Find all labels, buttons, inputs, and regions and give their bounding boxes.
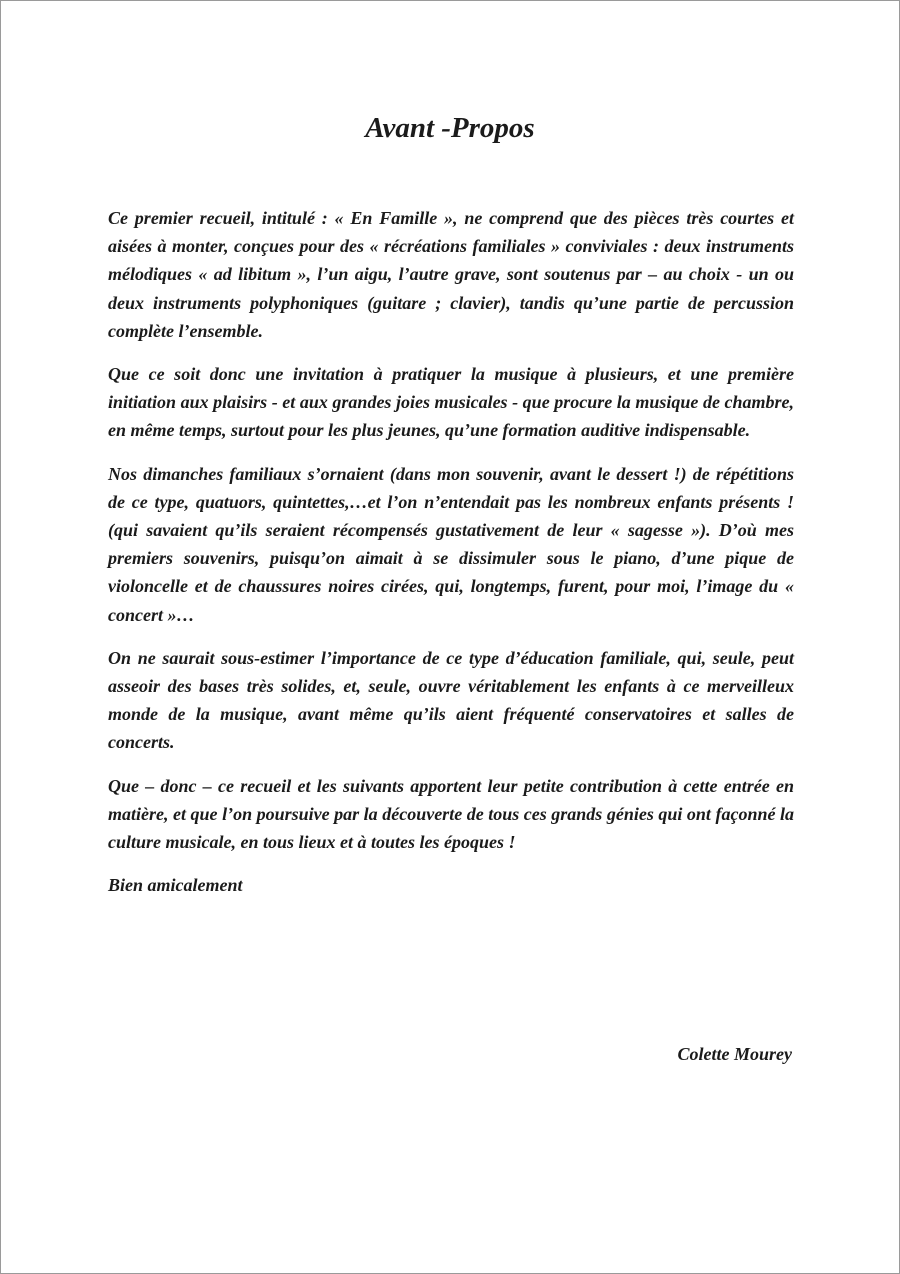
paragraph-memories: Nos dimanches familiaux s’ornaient (dans mon souvenir, avant le dessert !) de répétitions de ce type, quatuors, quintettes,…et l’on n’entendait pas les nombreux enfants présents ! (qui savaient qu’ils seraient récompensés gustativement de leur « sagesse »). D’où mes premiers souvenirs, puisqu’on aimait à se dissimuler sous le piano, d’une pique de violoncelle et de chaussures noires cirées, qui, longtemps, furent, pour moi, l’image du « concert »… [108, 463, 794, 625]
paragraph-education: On ne saurait sous-estimer l’importance de ce type d’éducation familiale, qui, seule, peut asseoir des bases très solides, et, seule, ouvre véritablement les enfants à ce merveilleux monde de la musique, avant même qu’ils aient fréquenté conservatoires et salles de concerts. [108, 647, 794, 753]
page-title: Avant -Propos [365, 112, 535, 144]
closing-line: Bien amicalement [108, 875, 243, 896]
document-body [108, 204, 794, 899]
author-signature: Colette Mourey [677, 1044, 792, 1064]
paragraph-intro: Ce premier recueil, intitulé : « En Famille », ne comprend que des pièces très courtes et aisées à monter, conçues pour des « récréations familiales » conviviales : deux instruments mélodiques « ad libitum », l’un aigu, l’autre grave, sont soutenus par – au choix - un ou deux instruments polyphoniques (guitare ; clavier), tandis qu’une partie de percussion complète l’ensemble. [108, 208, 794, 341]
paragraph-contribution: Que – donc – ce recueil et les suivants apportent leur petite contribution à cette entrée en matière, et que l’on poursuive par la découverte de tous ces grands génies qui ont façonné la culture musicale, en tous lieux et à toutes les époques ! [108, 775, 794, 853]
paragraph-invitation: Que ce soit donc une invitation à pratiquer la musique à plusieurs, et une première initiation aux plaisirs - et aux grandes joies musicales - que procure la musique de chambre, en même temps, surtout pour les plus jeunes, qu’une formation auditive indispensable. [108, 364, 794, 441]
